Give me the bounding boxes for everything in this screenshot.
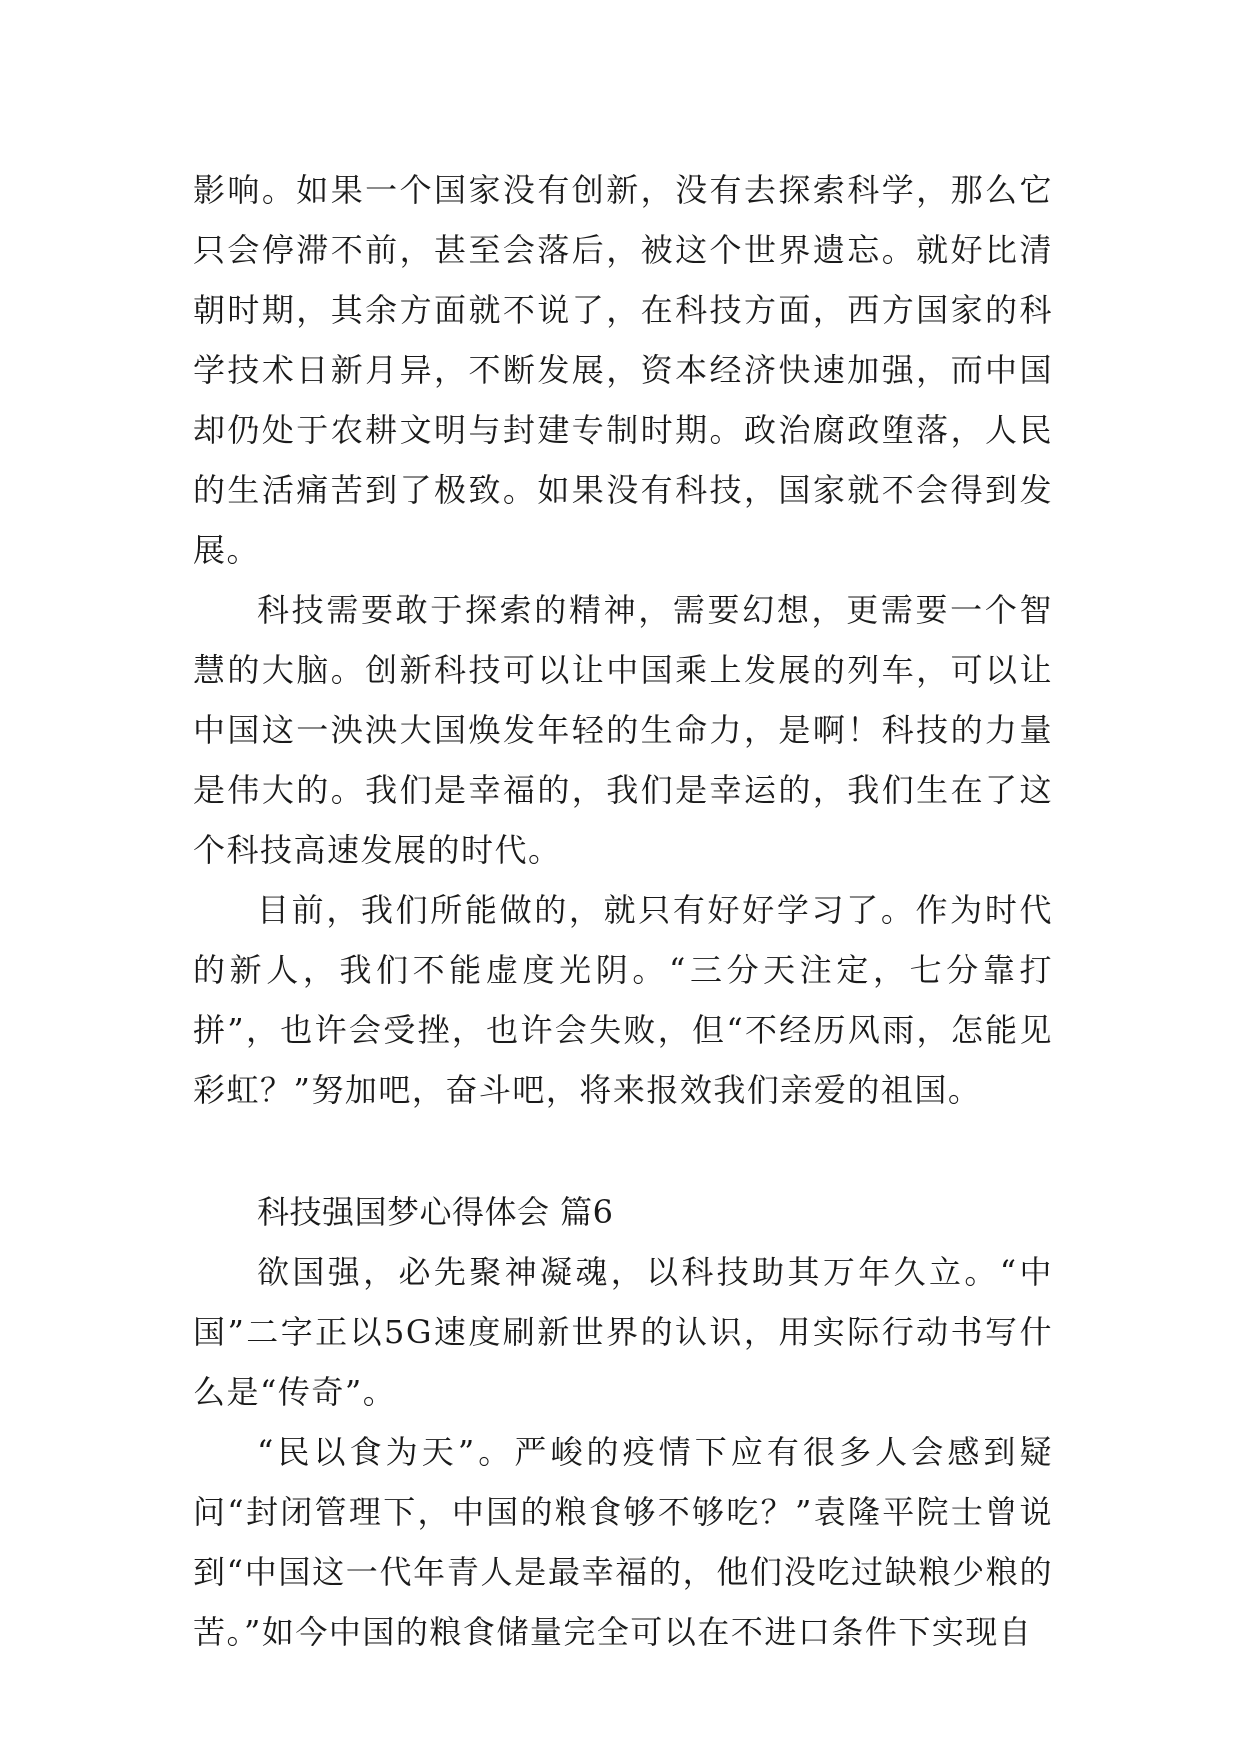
paragraph-strong-nation: 欲国强，必先聚神凝魂，以科技助其万年久立。“中国”二字正以5G速度刷新世界的认识，用实际行动书写什么是“传奇”。 [193, 1253, 1053, 1411]
section-heading: 科技强国梦心得体会 篇6 [257, 1193, 614, 1231]
document-body [193, 160, 1053, 1662]
paragraph-science-spirit: 科技需要敢于探索的精神，需要幻想，更需要一个智慧的大脑。创新科技可以让中国乘上发展的列车，可以让中国这一泱泱大国焕发年轻的生命力，是啊！科技的力量是伟大的。我们是幸福的，我们是幸运的，我们生在了这个科技高速发展的时代。 [193, 591, 1053, 869]
paragraph-study-hard: 目前，我们所能做的，就只有好好学习了。作为时代的新人，我们不能虚度光阴。“三分天注定，七分靠打拼”，也许会受挫，也许会失败，但“不经历风雨，怎能见彩虹？”努加吧，奋斗吧，将来报效我们亲爱的祖国。 [193, 891, 1053, 1109]
paragraph-food-security: “民以食为天”。严峻的疫情下应有很多人会感到疑问“封闭管理下，中国的粮食够不够吃？”袁隆平院士曾说到“中国这一代年青人是最幸福的，他们没吃过缺粮少粮的苦。”如今中国的粮食储量完全可以在不进口条件下实现自 [193, 1433, 1053, 1651]
paragraph-continuation: 影响。如果一个国家没有创新，没有去探索科学，那么它只会停滞不前，甚至会落后，被这个世界遗忘。就好比清朝时期，其余方面就不说了，在科技方面，西方国家的科学技术日新月异，不断发展，资本经济快速加强，而中国却仍处于农耕文明与封建专制时期。政治腐政堕落，人民的生活痛苦到了极致。如果没有科技，国家就不会得到发展。 [193, 171, 1053, 569]
